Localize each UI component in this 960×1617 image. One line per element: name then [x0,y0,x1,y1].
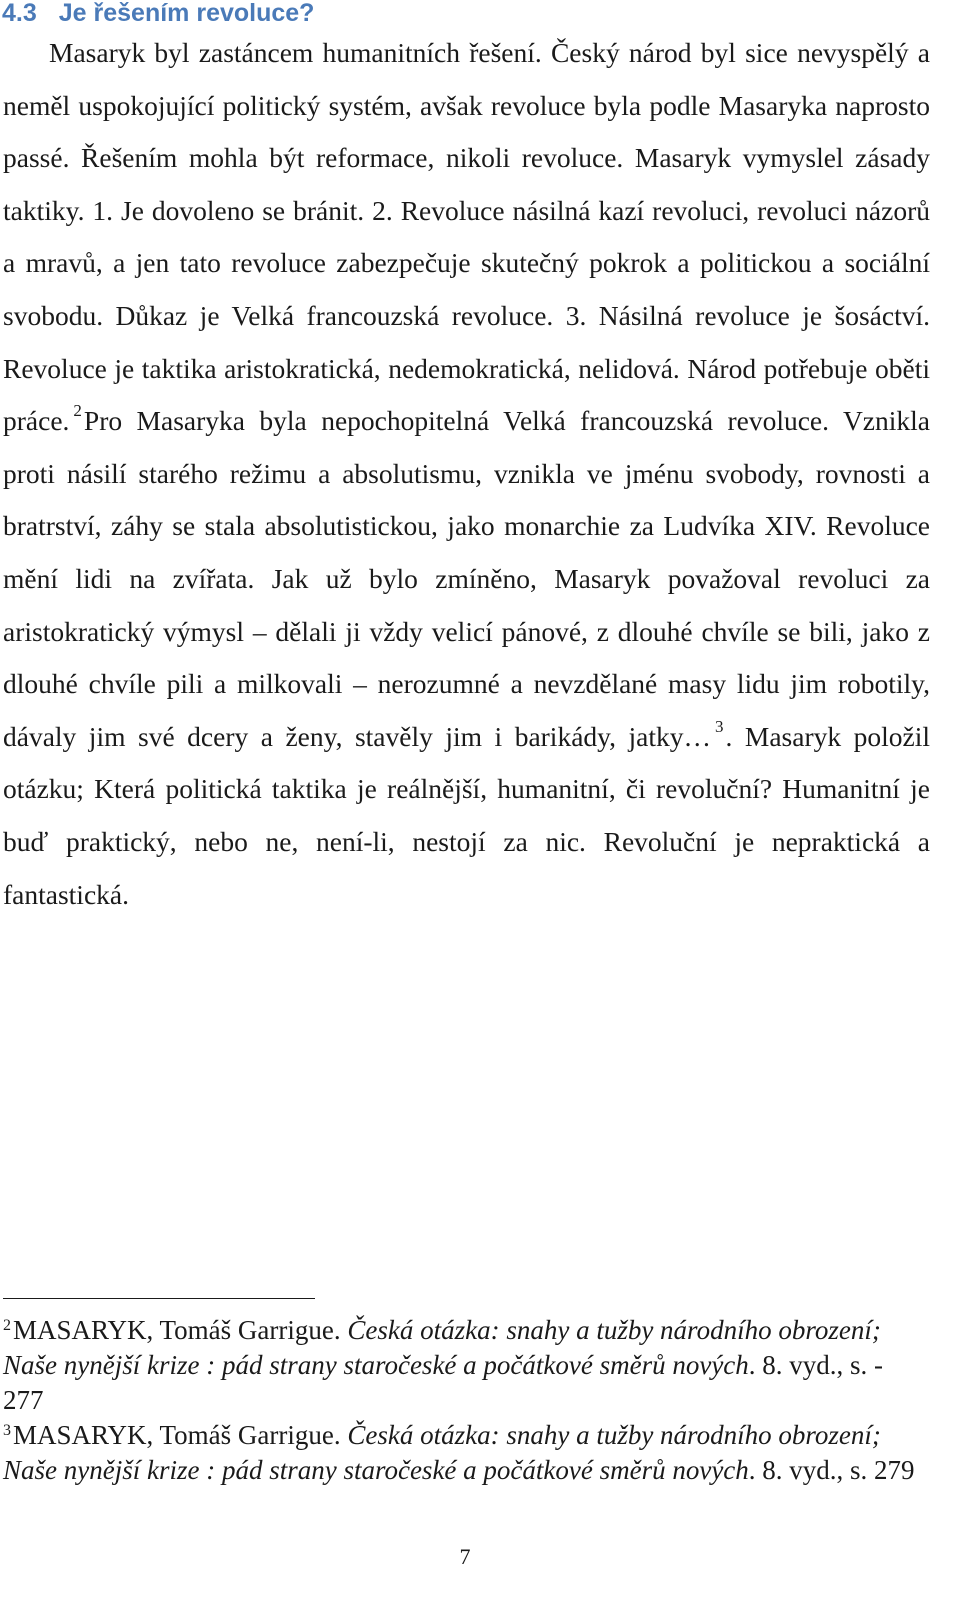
footnote-title: Česká otázka: snahy a tužby národního obrození; Naše nynější krize : pád strany staročeské a počátkové směrů nových [3,1420,881,1485]
footnote-separator [3,1298,315,1299]
footnote-reference-2[interactable]: 2 [73,401,82,421]
paragraph-part-2: Pro Masaryka byla nepochopitelná Velká francouzská revoluce. Vznikla proti násilí starého režimu a absolutismu, vznikla ve jménu svobody, rovnosti a bratrství, záhy se stala absolutistickou, jako monarchie za Ludvíka XIV. Revoluce mění lidi na zvířata. Jak už bylo zmíněno, Masaryk považoval revoluci za aristokratický výmysl – dělali ji vždy velicí pánové, z dlouhé chvíle se bili, jako z dlouhé chvíle pili a milkovali – nerozumné a nevzdělané masy lidu jim robotily, dávaly jim své dcery a ženy, stavěly jim i barikády, jatky… [3,405,930,752]
paragraph-part-1: Masaryk byl zastáncem humanitních řešení. Český národ byl sice nevyspělý a neměl uspokojující politický systém, avšak revoluce byla podle Masaryka naprosto passé. Řešením mohla být reformace, nikoli revoluce. Masaryk vymyslel zásady taktiky. 1. Je dovoleno se bránit. 2. Revoluce násilná kazí revoluci, revoluci názorů a mravů, a jen tato revoluce zabezpečuje skutečný pokrok a politickou a sociální svobodu. Důkaz je Velká francouzská revoluce. 3. Násilná revoluce je šosáctví. Revoluce je taktika aristokratická, nedemokratická, nelidová. Národ potřebuje oběti práce. [3,37,930,437]
footnote-author: MASARYK, Tomáš Garrigue. [13,1315,341,1345]
section-number: 4.3 [2,0,37,27]
footnote-mark: 2 [3,1317,11,1334]
footnote-2 [3,1313,923,1418]
paragraph-part-3: . Masaryk položil otázku; Která politická taktika je reálnější, humanitní, či revoluční? Humanitní je buď praktický, nebo ne, není-li, nestojí za nic. Revoluční je nepraktická a fantastická. [3,720,930,910]
body-paragraph [3,27,930,921]
section-title: Je řešením revoluce? [58,0,315,27]
footnote-details: . 8. vyd., s. - 277 [3,1350,884,1415]
footnote-reference-3[interactable]: 3 [715,716,724,736]
footnote-title: Česká otázka: snahy a tužby národního obrození; Naše nynější krize : pád strany staročeské a počátkové směrů nových [3,1315,881,1380]
footnote-details: . 8. vyd., s. 279 [748,1455,915,1485]
footnote-3 [3,1418,923,1488]
footnote-author: MASARYK, Tomáš Garrigue. [13,1420,341,1450]
section-heading [2,0,314,30]
page-number: 7 [459,1544,471,1569]
footnote-mark: 3 [3,1422,11,1439]
footnotes [3,1313,923,1488]
